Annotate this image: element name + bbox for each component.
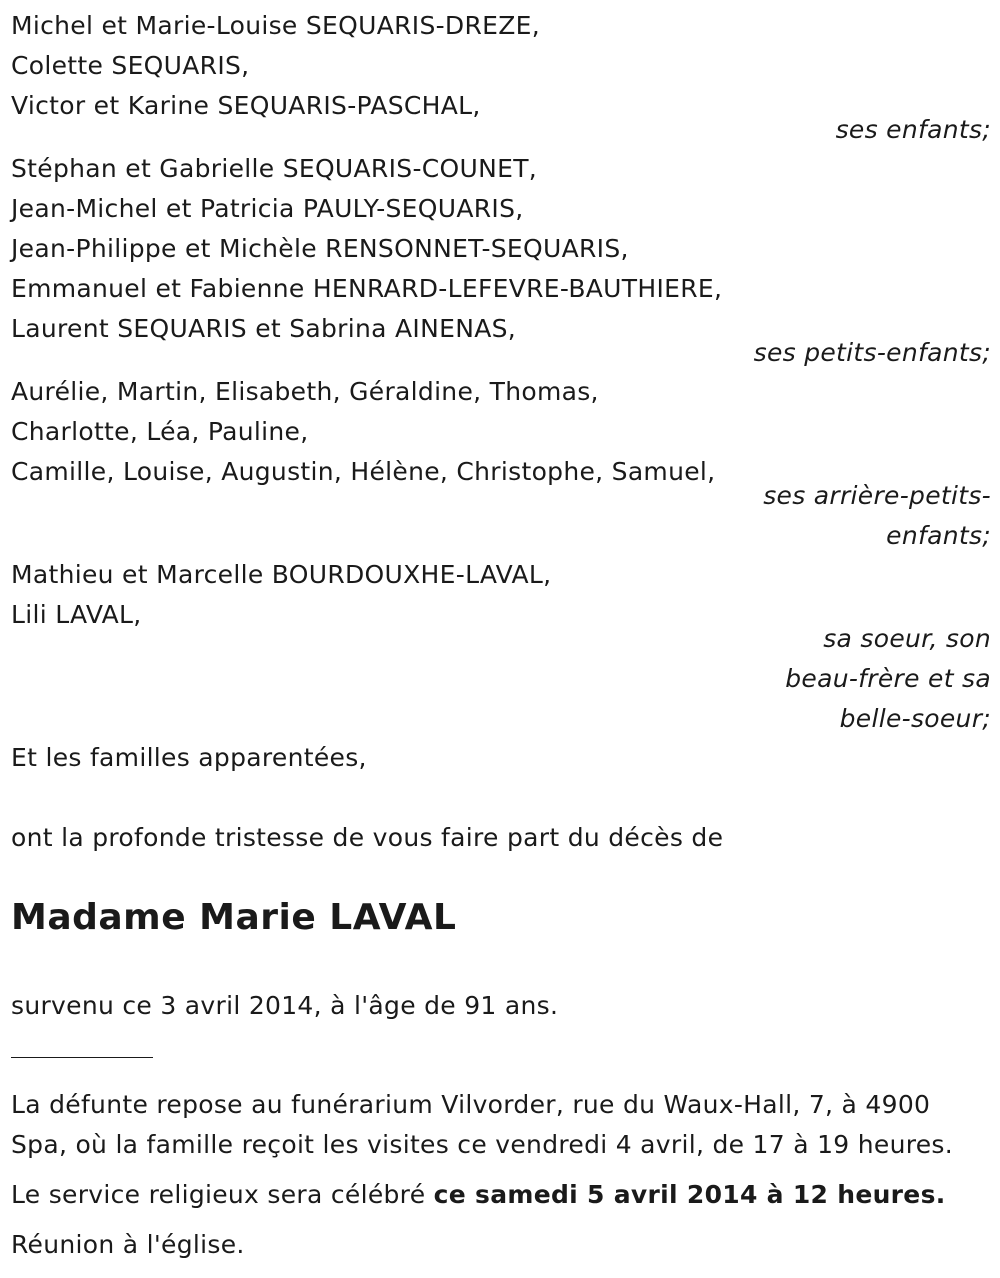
great-grandchildren-role-line: enfants;: [886, 521, 991, 550]
sibling-line: Lili LAVAL,: [11, 600, 142, 629]
great-grandchild-line: Camille, Louise, Augustin, Hélène, Christophe, Samuel,: [11, 457, 716, 486]
sibling-line: Mathieu et Marcelle BOURDOUXHE-LAVAL,: [11, 560, 552, 589]
grandchild-line: Jean-Michel et Patricia PAULY-SEQUARIS,: [11, 194, 524, 223]
service-prefix: Le service religieux sera célébré: [11, 1180, 434, 1209]
deceased-name: Madame Marie LAVAL: [11, 897, 457, 938]
great-grandchildren-role-line: ses arrière-petits-: [763, 481, 991, 510]
death-info: survenu ce 3 avril 2014, à l'âge de 91 ans.: [11, 991, 559, 1020]
visitation-line: La défunte repose au funérarium Vilvorder, rue du Waux-Hall, 7, à 4900: [11, 1090, 931, 1119]
grandchild-line: Laurent SEQUARIS et Sabrina AINENAS,: [11, 314, 517, 343]
announcement-line: ont la profonde tristesse de vous faire part du décès de: [11, 823, 724, 852]
service-info: [11, 1175, 946, 1215]
child-line: Victor et Karine SEQUARIS-PASCHAL,: [11, 91, 481, 120]
siblings-role-line: belle-soeur;: [839, 704, 991, 733]
grandchild-line: Jean-Philippe et Michèle RENSONNET-SEQUARIS,: [11, 234, 629, 263]
separator-line: [11, 1057, 153, 1058]
meeting-info: Réunion à l'église.: [11, 1230, 245, 1259]
visitation-line: Spa, où la famille reçoit les visites ce vendredi 4 avril, de 17 à 19 heures.: [11, 1130, 953, 1159]
children-role: ses enfants;: [835, 115, 991, 144]
obituary-notice: [11, 0, 991, 1278]
siblings-role-line: sa soeur, son: [823, 624, 991, 653]
families-line: Et les familles apparentées,: [11, 743, 367, 772]
child-line: Michel et Marie-Louise SEQUARIS-DREZE,: [11, 11, 541, 40]
child-line: Colette SEQUARIS,: [11, 51, 250, 80]
siblings-role-line: beau-frère et sa: [785, 664, 991, 693]
grandchild-line: Emmanuel et Fabienne HENRARD-LEFEVRE-BAUTHIERE,: [11, 274, 723, 303]
grandchild-line: Stéphan et Gabrielle SEQUARIS-COUNET,: [11, 154, 538, 183]
great-grandchild-line: Aurélie, Martin, Elisabeth, Géraldine, Thomas,: [11, 377, 599, 406]
grandchildren-role: ses petits-enfants;: [753, 338, 991, 367]
service-date: ce samedi 5 avril 2014 à 12 heures.: [433, 1180, 946, 1209]
great-grandchild-line: Charlotte, Léa, Pauline,: [11, 417, 309, 446]
